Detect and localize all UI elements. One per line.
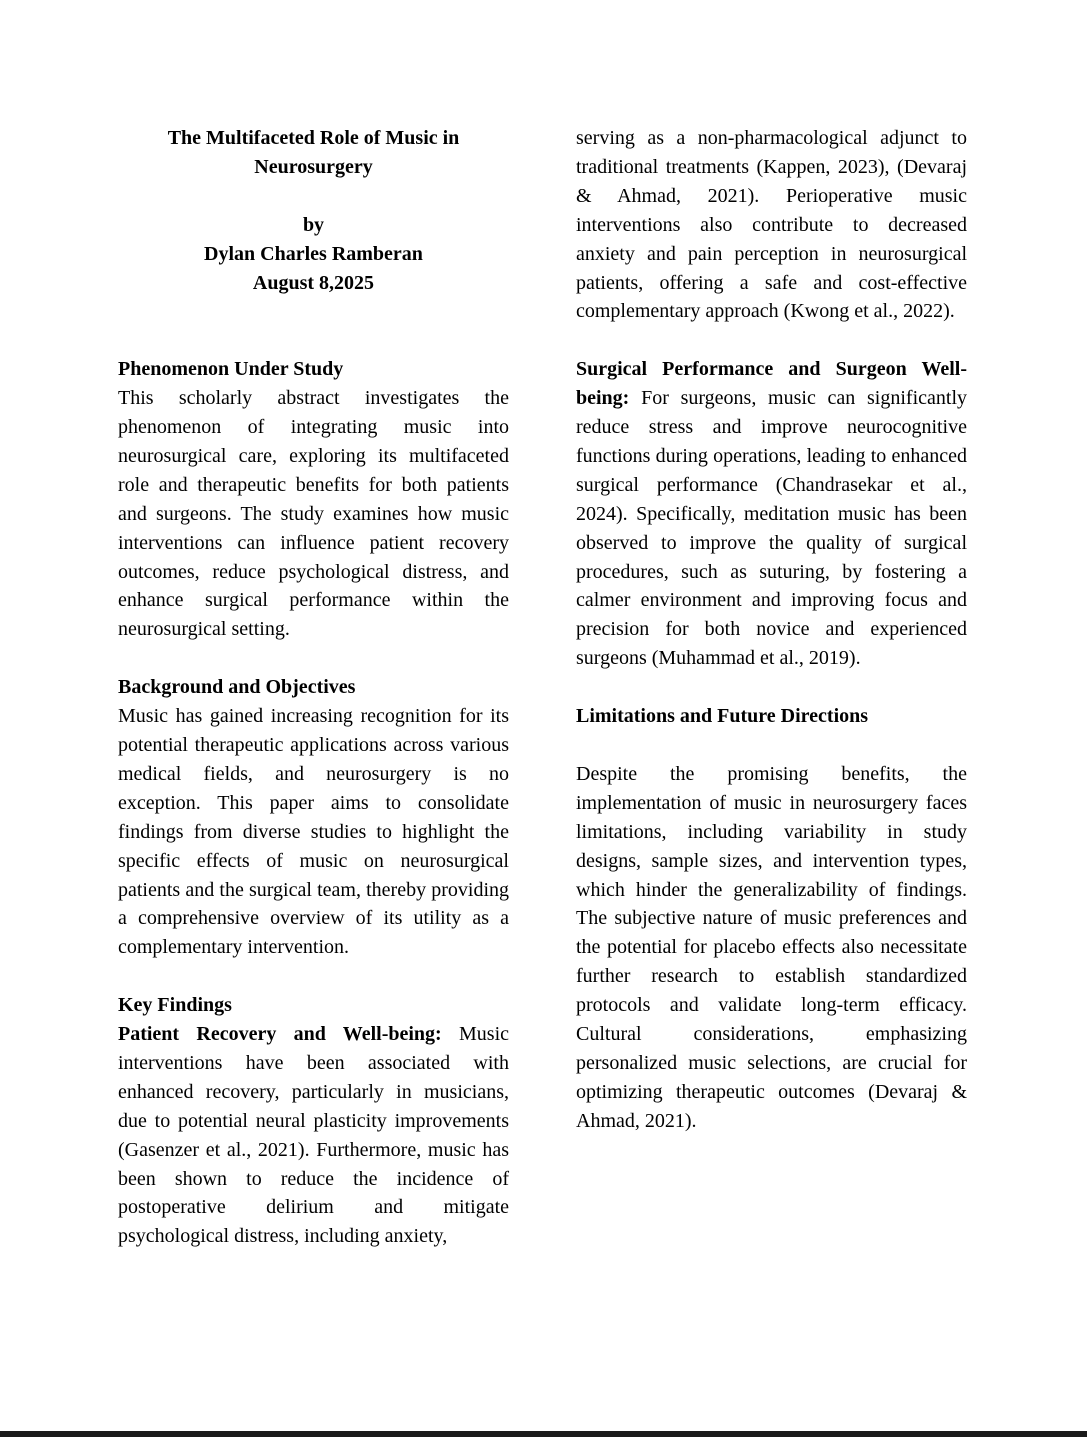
- background-paragraph: [118, 702, 509, 962]
- patient-recovery-paragraph-start: [118, 1020, 509, 1251]
- background-heading: Background and Objectives: [118, 676, 356, 699]
- limitations-text: Despite the promising benefits, the implementation of music in neurosurgery faces limitations, including variability in study designs, sample sizes, and intervention types, which hinder the generalizability of findings. The subjective nature of music preferences and the potential for placebo effects also necessitate further research to establish standardized protocols and validate long-term efficacy. Cultural considerations, emphasizing personalized music selections, are crucial for optimizing therapeutic outcomes (Devaraj & Ahmad, 2021).: [576, 762, 967, 1132]
- author-name: Dylan Charles Ramberan: [204, 242, 423, 265]
- patient-recovery-text-part-2: serving as a non-pharmacological adjunct to traditional treatments (Kappen, 2023), (Devaraj & Ahmad, 2021). Perioperative music interventions also contribute to decreased anxiety and pain perception in neurosurgical patients, offering a safe and cost-effective complementary approach (Kwong et al., 2022).: [576, 127, 967, 323]
- patient-recovery-paragraph-cont: [576, 124, 967, 326]
- limitations-paragraph: [576, 760, 967, 1136]
- phenomenon-text: This scholarly abstract investigates the phenomenon of integrating music into neurosurgical care, exploring its multifaceted role and therapeutic benefits for both patients and surgeons. The study examines how music interventions can influence patient recovery outcomes, reduce psychological distress, and enhance surgical performance within the neurosurgical setting.: [118, 387, 509, 641]
- limitations-heading: Limitations and Future Directions: [576, 705, 869, 728]
- surgeon-paragraph: [576, 355, 967, 673]
- key-findings-heading: Key Findings: [118, 994, 232, 1017]
- paper-date: August 8,2025: [252, 271, 375, 294]
- bottom-border-bar: [0, 1431, 1087, 1437]
- surgeon-text: For surgeons, music can significantly reduce stress and improve neurocognitive functions during operations, leading to enhanced surgical performance (Chandrasekar et al., 2024). Specifically, meditation music has been observed to improve the quality of surgical procedures, such as suturing, by fostering a calmer environment and improving focus and precision for both novice and experienced surgeons (Muhammad et al., 2019).: [576, 387, 967, 670]
- patient-recovery-text-part-1: Music interventions have been associated with enhanced recovery, particularly in musicians, due to potential neural plasticity improvements (Gasenzer et al., 2021). Furthermore, music has been shown to reduce the incidence of postoperative delirium and mitigate psychological distress, including anxiety,: [118, 1023, 509, 1248]
- patient-recovery-label: Patient Recovery and Well-being:: [118, 1023, 442, 1046]
- paper-title-line-1: The Multifaceted Role of Music in: [167, 127, 460, 149]
- phenomenon-paragraph: [118, 384, 509, 644]
- paper-title-line-2: Neurosurgery: [254, 155, 373, 178]
- right-column: [576, 124, 967, 1136]
- background-text: Music has gained increasing recognition for its potential therapeutic applications across various medical fields, and neurosurgery is no exception. This paper aims to consolidate findings from diverse studies to highlight the specific effects of music on neurosurgical patients and the surgical team, thereby providing a comprehensive overview of its utility as a complementary intervention.: [118, 705, 509, 959]
- title-block: [118, 124, 509, 297]
- by-line: by: [302, 213, 325, 236]
- left-column: [118, 124, 509, 1251]
- surgeon-label: Surgical Performance and Surgeon Well-being:: [576, 358, 967, 410]
- phenomenon-heading: Phenomenon Under Study: [118, 358, 344, 381]
